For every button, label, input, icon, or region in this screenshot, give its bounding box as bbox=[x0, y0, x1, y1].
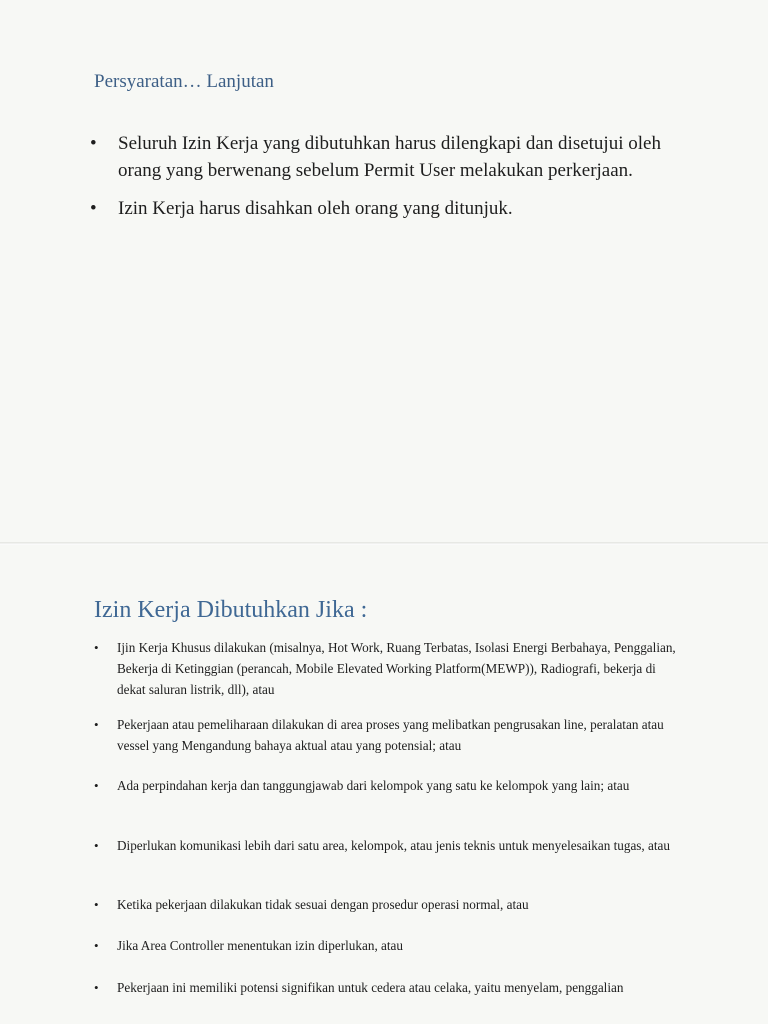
list-item bbox=[94, 977, 684, 998]
list-item-text: Seluruh Izin Kerja yang dibutuhkan harus dilengkapi dan disetujui oleh orang yang berwenang sebelum Permit User melakukan perkerjaan. bbox=[118, 133, 661, 181]
list-item-text: Pekerjaan atau pemeliharaan dilakukan di area proses yang melibatkan pengrusakan line, peralatan atau vessel yang Mengandung bahaya aktual atau yang potensial; atau bbox=[117, 717, 664, 753]
list-item-text: Ketika pekerjaan dilakukan tidak sesuai dengan prosedur operasi normal, atau bbox=[117, 897, 529, 912]
list-item bbox=[94, 637, 684, 700]
list-item bbox=[94, 894, 684, 915]
list-item-text: Ijin Kerja Khusus dilakukan (misalnya, Hot Work, Ruang Terbatas, Isolasi Energi Berbahaya, Penggalian, Bekerja di Ketinggian (perancah, Mobile Elevated Working Platform(MEWP)), Radiografi, bekerja di dekat saluran listrik, dll), atau bbox=[117, 640, 676, 697]
slide-1-bullet-list bbox=[90, 130, 680, 222]
list-item bbox=[94, 835, 684, 856]
list-item bbox=[94, 935, 684, 956]
bullet-icon: • bbox=[94, 778, 99, 793]
list-item-text: Ada perpindahan kerja dan tanggungjawab dari kelompok yang satu ke kelompok yang lain; atau bbox=[117, 778, 630, 793]
list-item-text: Diperlukan komunikasi lebih dari satu area, kelompok, atau jenis teknis untuk menyelesaikan tugas, atau bbox=[117, 838, 670, 853]
bullet-icon: • bbox=[94, 838, 99, 853]
bullet-icon: • bbox=[94, 717, 99, 732]
list-item-text: Pekerjaan ini memiliki potensi signifikan untuk cedera atau celaka, yaitu menyelam, penggalian bbox=[117, 980, 624, 995]
bullet-icon: • bbox=[94, 897, 99, 912]
bullet-icon: • bbox=[94, 640, 99, 655]
bullet-icon: • bbox=[90, 198, 97, 219]
bullet-icon: • bbox=[90, 133, 97, 154]
list-item bbox=[90, 130, 680, 184]
list-item bbox=[90, 195, 680, 222]
list-item-text: Jika Area Controller menentukan izin diperlukan, atau bbox=[117, 938, 404, 953]
list-item-text: Izin Kerja harus disahkan oleh orang yang ditunjuk. bbox=[118, 198, 513, 219]
bullet-icon: • bbox=[94, 980, 99, 995]
bullet-icon: • bbox=[94, 938, 99, 953]
slide-1-title: Persyaratan… Lanjutan bbox=[94, 71, 274, 92]
slide-2-title: Izin Kerja Dibutuhkan Jika : bbox=[94, 597, 368, 623]
list-item bbox=[94, 775, 684, 796]
list-item bbox=[94, 714, 684, 756]
